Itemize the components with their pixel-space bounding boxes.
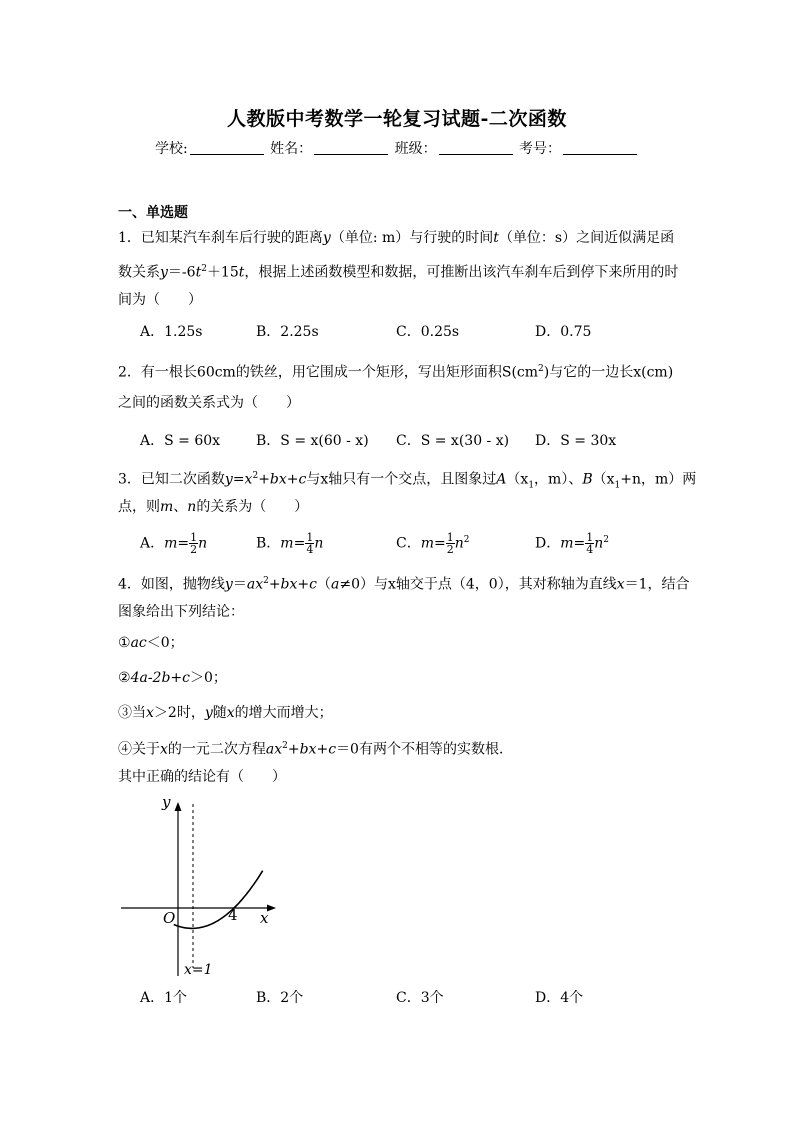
q3-line-1: 3．已知二次函数$y=x^2+bx+c$与x轴只有一个交点，且图象过$A(x_1$，m）、$B(x_1+n$，m）两 <box>118 471 697 491</box>
q1-option-a[interactable]: A．1.25s <box>140 324 203 340</box>
parabola-curve <box>174 871 263 929</box>
q4-option-d[interactable]: D．4个 <box>535 990 584 1006</box>
root-label: 4 <box>228 906 238 924</box>
q1-option-c[interactable]: C．0.25s <box>396 324 460 340</box>
q2-line-2: 之间的函数关系式为（ ） <box>118 395 300 411</box>
q4-conclusion-4: ④关于x的一元二次方程$ax^2+bx+c=0$有两个不相等的实数根． <box>118 741 513 758</box>
parabola-figure <box>118 790 288 980</box>
q4-line-2: 图象给出下列结论： <box>118 604 244 620</box>
x-axis-label: x <box>260 909 269 927</box>
class-blank[interactable] <box>439 154 513 155</box>
q2-option-c[interactable]: C．S = x(30 - x) <box>396 433 510 449</box>
q4-option-c[interactable]: C．3个 <box>396 990 444 1006</box>
q4-question-prompt: 其中正确的结论有（ ） <box>118 769 286 785</box>
school-blank[interactable] <box>190 154 264 155</box>
q1-line-3: 间为（ ） <box>118 292 202 308</box>
name-label: 姓名： <box>270 141 313 157</box>
q3-option-c[interactable]: C．m= $\frac{1}{2}$ $n^2$ <box>396 531 470 556</box>
exam-number-blank[interactable] <box>563 154 637 155</box>
school-label: 学校: <box>154 141 188 157</box>
q2-line-1: 2．有一根长60cm的铁丝，用它围成一个矩形，写出矩形面积$S(cm^2)$与它的一边长x(cm) <box>118 364 674 381</box>
symmetry-axis-label: x=1 <box>184 962 213 978</box>
page-title: 人教版中考数学一轮复习试题-二次函数 <box>227 108 567 130</box>
q2-option-b[interactable]: B．S = x(60 - x) <box>256 433 369 449</box>
section-heading: 一、单选题 <box>118 205 188 221</box>
q3-option-d[interactable]: D．m= $\frac{1}{4}$ $n^2$ <box>535 531 610 556</box>
origin-label: O <box>163 909 176 927</box>
name-blank[interactable] <box>314 154 388 155</box>
q1-option-d[interactable]: D．0.75 <box>535 324 592 340</box>
y-axis-label: y <box>162 793 171 811</box>
y-axis-arrow <box>175 802 182 811</box>
student-info-line <box>0 138 794 158</box>
q1-line-2: 数关系$y=-6t^2+15t$，根据上述函数模型和数据，可推断出该汽车刹车后到停下来所用的时 <box>118 264 679 281</box>
q2-option-d[interactable]: D．S = 30x <box>535 433 617 449</box>
q1-option-b[interactable]: B．2.25s <box>256 324 319 340</box>
q3-option-a[interactable]: A．m= $\frac{1}{2}$ n <box>140 531 208 556</box>
class-label: 班级： <box>394 141 437 157</box>
q4-line-1: 4．如图，抛物线$y=ax^2+bx+c(a\ne 0)$与x轴交于点（4，0），其对称轴为直线x＝1，结合 <box>118 576 690 593</box>
q3-line-2: 点，则m、n的关系为（ ） <box>118 499 309 515</box>
exam-number-label: 考号： <box>519 141 562 157</box>
q3-option-b[interactable]: B．m= $\frac{1}{4}$ n <box>256 531 324 556</box>
q2-option-a[interactable]: A．S = 60x <box>140 433 221 449</box>
q4-option-b[interactable]: B．2个 <box>256 990 304 1006</box>
q4-conclusion-3: ③当x＞2时，y随x的增大而增大； <box>118 705 333 721</box>
q4-conclusion-2: ②4a-2b+c＞0； <box>118 670 227 686</box>
q4-option-a[interactable]: A．1个 <box>140 990 188 1006</box>
q4-conclusion-1: ①ac＜0； <box>118 635 184 651</box>
q1-line-1: 1．已知某汽车刹车后行驶的距离y（单位: m）与行驶的时间t（单位：s）之间近似满足函 <box>118 230 675 246</box>
